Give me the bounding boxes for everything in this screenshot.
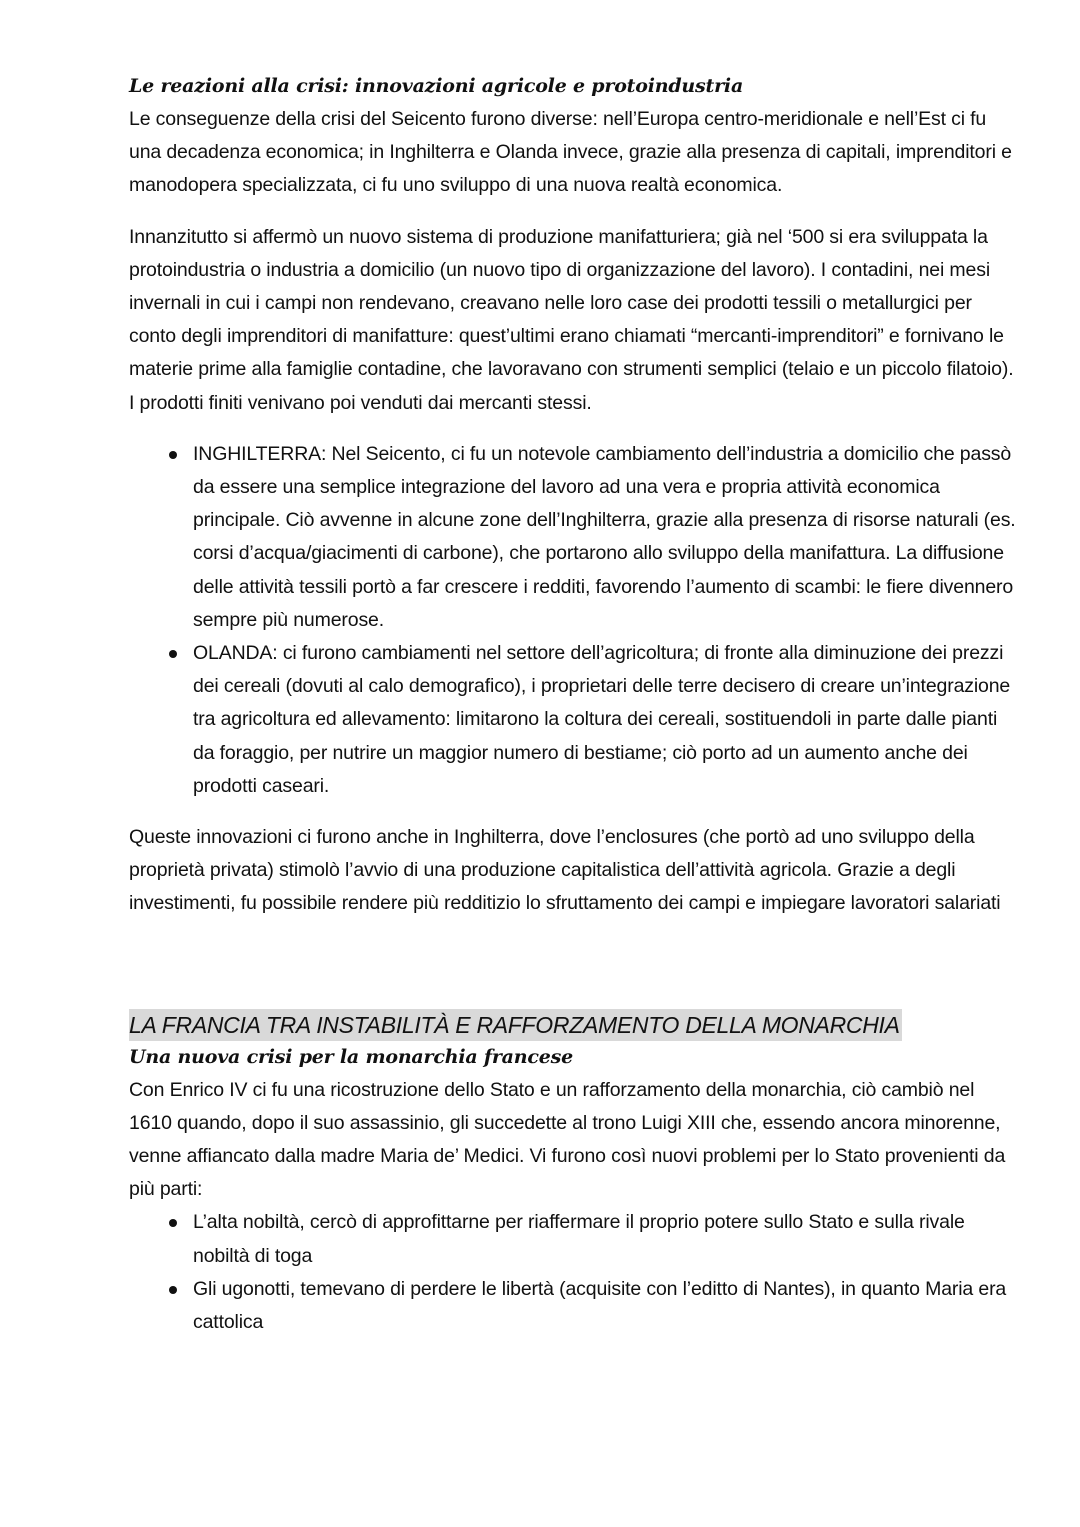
- paragraph-enclosures: Queste innovazioni ci furono anche in Inghilterra, dove l’enclosures (che portò ad uno sviluppo della proprietà privata) stimolò l’avvio di una produzione capitalistica dell’attività agricola. Grazie a degli investimenti, fu possibile rendere più redditizio lo sfruttamento dei campi e impiegare lavoratori salariati: [129, 826, 1001, 915]
- bullet-icon: [169, 1219, 177, 1227]
- list-item-text: Gli ugonotti, temevano di perdere le libertà (acquisite con l’editto di Nantes), in quanto Maria era cattolica: [193, 1277, 1007, 1334]
- list-item-text: INGHILTERRA: Nel Seicento, ci fu un notevole cambiamento dell’industria a domicilio che passò da essere una semplice integrazione del lavoro ad una vera e propria attività economica principale. Ciò avvenne in alcune zone dell’Inghilterra, grazie alla presenza di risorse naturali (es. corsi d’acqua/giacimenti di carbone), che portarono allo sviluppo della manifattura. La diffusione delle attività tessili portò a far crescere i redditi, favorendo l’aumento di scambi: le fiere divennero sempre più numerose.: [193, 442, 1016, 631]
- list-item-text: OLANDA: ci furono cambiamenti nel settore dell’agricoltura; di fronte alla diminuzione dei prezzi dei cereali (dovuti al calo demografico), i proprietari delle terre decisero di creare un’integrazione tra agricoltura ed allevamento: limitarono la coltura dei cereali, sostituendoli in parte dalle pianti da foraggio, per nutrire un maggior numero di bestiame; ciò porto ad un aumento anche dei prodotti caseari.: [193, 642, 1011, 797]
- list-item-olanda: [129, 637, 1019, 803]
- bullet-icon: [169, 451, 177, 459]
- bullet-list-problemi: [129, 1206, 1019, 1339]
- section-spacer: [129, 921, 1019, 1009]
- spacer: [129, 203, 1019, 221]
- paragraph-protoindustria: Innanzitutto si affermò un nuovo sistema di produzione manifatturiera; già nel ‘500 si era sviluppata la protoindustria o industria a domicilio (un nuovo tipo di organizzazione del lavoro). I contadini, nei mesi invernali in cui i campi non rendevano, creavano nelle loro case dei prodotti tessili o metallurgici per conto degli imprenditori di manifatture: quest’ultimi erano chiamati “mercanti-imprenditori” e fornivano le materie prime alla famiglie contadine, che lavoravano con strumenti semplici (telaio e un piccolo filatoio). I prodotti finiti venivano poi venduti dai mercanti stessi.: [129, 225, 1014, 414]
- list-item-inghilterra: [129, 438, 1019, 637]
- spacer: [129, 803, 1019, 821]
- list-item-ugonotti: [129, 1273, 1019, 1339]
- section-title-francia: LA FRANCIA TRA INSTABILITÀ E RAFFORZAMENTO DELLA MONARCHIA: [129, 1009, 902, 1041]
- section-title-wrapper: [129, 1009, 1019, 1041]
- bullet-icon: [169, 1286, 177, 1294]
- bullet-list-paesi: [129, 438, 1019, 803]
- subheading-nuova-crisi: Una nuova crisi per la monarchia francese: [129, 1045, 574, 1068]
- subheading-reazioni-crisi: Le reazioni alla crisi: innovazioni agricole e protoindustria: [129, 75, 744, 97]
- paragraph-conseguenze: Le conseguenze della crisi del Seicento furono diverse: nell’Europa centro-meridionale e nell’Est ci fu una decadenza economica; in Inghilterra e Olanda invece, grazie alla presenza di capitali, imprenditori e manodopera specializzata, ci fu uno sviluppo di una nuova realtà economica.: [129, 108, 1012, 197]
- spacer: [129, 420, 1019, 438]
- list-item-alta-nobilta: [129, 1206, 1019, 1272]
- list-item-text: L’alta nobiltà, cercò di approfittarne per riaffermare il proprio potere sullo Stato e sulla rivale nobiltà di toga: [193, 1211, 965, 1267]
- page-content: [129, 70, 1019, 1339]
- paragraph-enrico-iv: Con Enrico IV ci fu una ricostruzione dello Stato e un rafforzamento della monarchia, ciò cambiò nel 1610 quando, dopo il suo assassinio, gli succedette al trono Luigi XIII che, essendo ancora minorenne, venne affiancato dalla madre Maria de’ Medici. Vi furono così nuovi problemi per lo Stato provenienti da più parti:: [129, 1078, 1006, 1201]
- bullet-icon: [169, 650, 177, 658]
